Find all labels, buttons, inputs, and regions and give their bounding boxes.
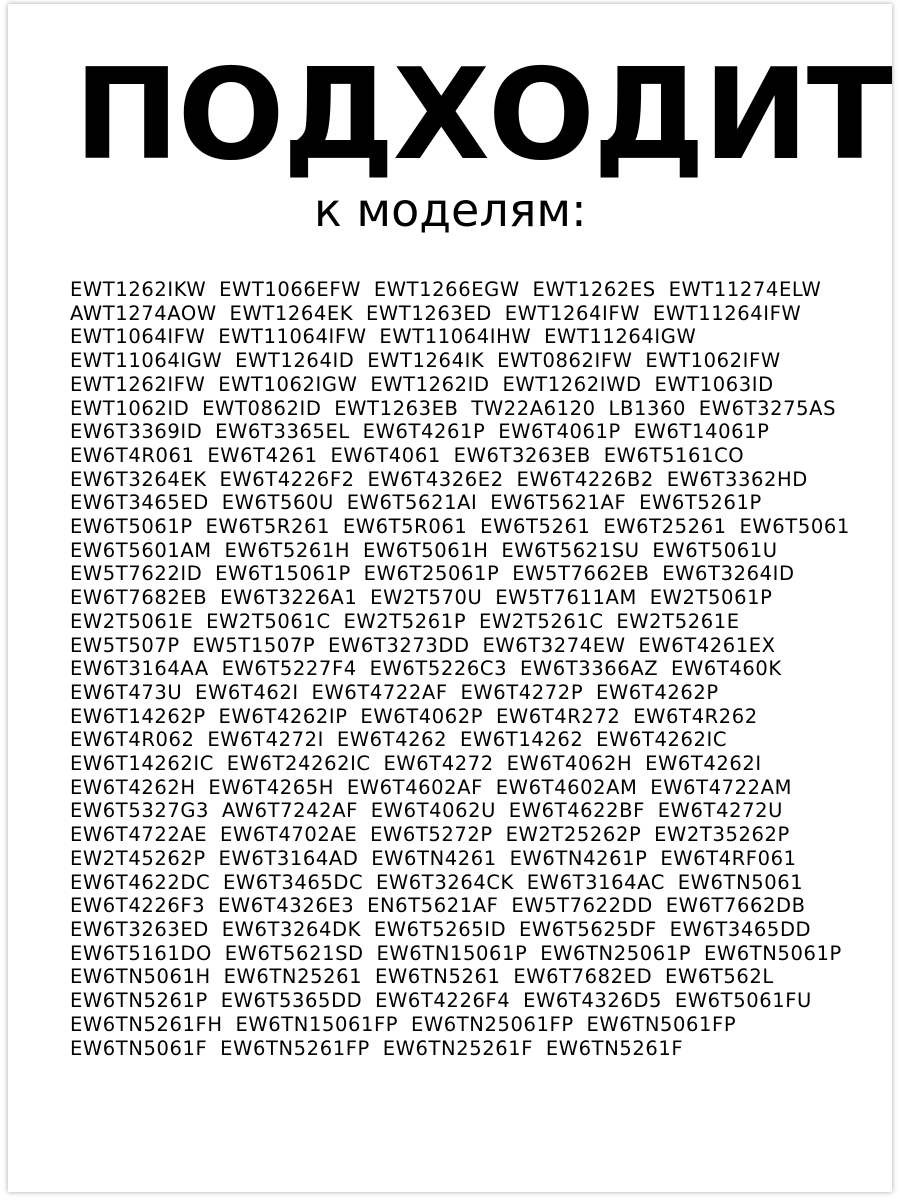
model-item: EW5T7622DD [511,894,653,918]
model-item: EW6TN5261 [374,965,501,989]
model-item: EW6T5601AM [70,538,212,562]
model-item: EW6T5327G3 [70,799,210,823]
model-item: EW6T24262IC [226,752,371,776]
model-item: EW6T4265H [208,775,335,799]
model-item: EW6T4R062 [70,728,195,752]
model-item: EW6T5R061 [342,515,468,539]
model-item: EW6T5621SU [501,538,640,562]
model-item: EW6T4602AM [495,775,638,799]
model-item: EW6TN5261P [70,989,208,1013]
model-item: EW6T4702AE [220,823,358,847]
model-item: EW6TN5061P [703,941,842,965]
model-item: EW6T4262 [336,728,448,752]
model-item: LB1360 [608,396,686,420]
model-item: EWT1262IFW [70,372,206,396]
page-title: ПОДХОДИТ [74,41,891,188]
model-item: EW6T5R261 [205,515,331,539]
model-list [70,278,860,1060]
model-item: EW6T3365EL [215,420,350,444]
model-item: EW6T3465DD [669,917,812,941]
model-item: EN6T5621AF [367,894,499,918]
model-item: EW6T5161DO [70,941,212,965]
model-item: EW2T5061E [70,609,194,633]
model-item: EW6T5621SD [224,941,364,965]
model-item: EWT11264IFW [652,301,802,325]
model-item: EWT11274ELW [668,278,822,301]
model-item: EW6T560U [221,491,334,515]
model-item: EWT1262IKW [70,278,207,301]
model-item: EW6T4226B2 [516,467,654,491]
model-item: EW2T25262P [505,823,642,847]
model-item: EWT1064IFW [70,325,206,349]
model-item: EWT1264IFW [504,301,641,325]
model-item: EW5T1507P [192,633,316,657]
model-item: EW6T14262P [70,704,206,728]
model-item: EW6T3275AS [698,396,837,420]
model-item: EW6T5226C3 [369,657,508,681]
model-item: EWT1264EK [229,301,354,325]
model-item: EW6T4061P [498,420,621,444]
model-item: EW6TN5261FH [70,1012,223,1036]
model-item: EW6T562L [665,965,774,989]
model-item: EW6T3226A1 [220,586,358,610]
model-item: EW2T570U [370,586,483,610]
model-item: EW6T5061U [652,538,778,562]
model-item: EW6T4R262 [633,704,758,728]
model-item: EW6T4622BF [508,799,645,823]
model-item: EW6T3264ID [662,562,795,586]
model-item: EW2T5261P [343,609,467,633]
model-item: EW6T14262IC [70,752,214,776]
model-item: EW6T4226F4 [375,989,511,1013]
model-item: EW6T3263ED [70,917,209,941]
model-item: EWT1262IWD [502,372,642,396]
model-item: EWT1063ID [654,372,774,396]
model-item: EW6T3273DD [328,633,470,657]
model-item: EW6T4062P [360,704,484,728]
model-item: EW6TN5061 [677,870,804,894]
model-item: EW6T3369ID [70,420,203,444]
model-item: EW5T7662EB [512,562,650,586]
model-item: EW6T5261P [639,491,762,515]
model-item: EW6T4261P [362,420,486,444]
model-item: EW6T5621AF [490,491,627,515]
model-item: EWT1263EB [334,396,459,420]
model-item: EW6T3465DC [223,870,364,894]
model-item: EW6T5265ID [373,917,507,941]
model-item: EW6TN4261P [509,846,648,870]
model-item: EW6T4061 [330,443,441,467]
model-item: EW6T3164AD [218,846,359,870]
model-item: EWT1266EGW [373,278,520,301]
model-item: EWT1262ID [370,372,490,396]
model-item: EW2T5261C [479,609,604,633]
model-item: EW6T4272 [383,752,494,776]
model-item: EW6T4602AF [346,775,483,799]
model-item: EW6T5061P [70,515,193,539]
model-item: EWT1264ID [235,349,355,373]
model-item: EW6TN5061FP [586,1012,737,1036]
model-item: EW6TN25061P [540,941,692,965]
model-item: EWT11264IGW [544,325,697,349]
model-item: EW6T4262IC [596,728,728,752]
model-item: EW6TN25061FP [410,1012,574,1036]
model-item: EWT11064IGW [70,349,223,373]
model-item: EWT0862IFW [497,349,633,373]
model-item: EWT1066EFW [219,278,362,301]
model-item: AW6T7242AF [221,799,358,823]
model-item: EW6T5061H [362,538,489,562]
model-item: EW6T7682ED [513,965,653,989]
model-item: EW6T4622DC [70,870,211,894]
model-item: EW2T5261E [616,609,740,633]
model-item: EW6T460K [671,657,782,681]
model-item: EW6TN5261FP [220,1036,370,1060]
model-item: EW6T5261 [480,515,591,539]
model-item: EW6T14262 [460,728,584,752]
model-item: EW5T7611AM [495,586,637,610]
model-item: EW6T3164AC [526,870,665,894]
model-item: EW6T14061P [633,420,770,444]
model-item: EW6TN15061FP [235,1012,399,1036]
model-item: EW6T4326D5 [523,989,663,1013]
model-item: EW6T4722AE [70,823,208,847]
model-item: EW6TN5061H [70,965,211,989]
model-item: EW6T5625DF [519,917,657,941]
model-item: EW6TN15061P [376,941,528,965]
model-item: EW6T4272I [207,728,325,752]
model-item: EWT1062ID [70,396,190,420]
model-item: EW6T5227F4 [221,657,357,681]
model-item: EW6T4062H [506,752,633,776]
model-item: EW5T7622ID [70,562,203,586]
model-item: EWT11064IFW [218,325,367,349]
model-item: EW6TN25261F [382,1036,534,1060]
model-item: EW6T4226F3 [70,894,206,918]
model-item: EW6T4R061 [70,443,195,467]
model-item: EW6TN25261 [223,965,363,989]
model-item: EW6T4262H [70,775,196,799]
model-item: EW6T4326E3 [217,894,355,918]
model-item: EW6T3274EW [482,633,626,657]
model-item: EW6T3264DK [221,917,362,941]
model-item: AWT1274AOW [70,301,217,325]
model-item: EW2T5061P [649,586,773,610]
model-item: EW6T5272P [370,823,493,847]
model-item: EW6TN4261 [371,846,497,870]
model-item: EW6T4261 [207,443,318,467]
model-item: EW6TN5061F [70,1036,208,1060]
model-item: EW5T507P [70,633,180,657]
model-item: EWT1263ED [366,301,492,325]
model-item: EW6T4722AM [650,775,793,799]
model-item: EW6T473U [70,680,183,704]
model-item: EW6T4262IP [218,704,348,728]
model-item: EW6T4272P [460,680,584,704]
model-item: EW2T45262P [70,846,206,870]
model-item: EW2T35262P [654,823,790,847]
model-item: EW6T4RF061 [660,846,797,870]
model-item: EW2T5061C [206,609,331,633]
model-item: EW6T3366AZ [519,657,659,681]
model-item: EW6T5621AI [346,491,478,515]
model-item: EW6T4722AF [311,680,448,704]
model-item: EWT0862ID [202,396,322,420]
document-page [8,4,892,1192]
model-item: EW6T4326E2 [367,467,504,491]
model-item: EW6T5161CO [603,443,745,467]
model-item: EW6T5061 [739,515,850,539]
model-item: EW6T4226F2 [219,467,355,491]
model-item: EW6T3264CK [376,870,514,894]
model-item: EW6T3263EB [453,443,591,467]
model-item: TW22A6120 [471,396,596,420]
model-item: EWT11064IHW [379,325,532,349]
model-item: EW6T4062U [370,799,496,823]
model-item: EW6T3362HD [666,467,808,491]
model-item: EWT1262ES [532,278,656,301]
model-item: EW6T5261H [224,538,351,562]
model-item: EW6T25061P [363,562,500,586]
model-item: EW6T4272U [657,799,783,823]
model-item: EW6T3264EK [70,467,207,491]
model-item: EW6T5061FU [674,989,812,1013]
model-item: EW6T7662DB [665,894,806,918]
model-item: EW6T3465ED [70,491,209,515]
model-item: EWT1062IGW [218,372,358,396]
model-item: EW6T15061P [215,562,351,586]
model-item: EW6TN5261F [545,1036,684,1060]
model-item: EW6T462I [195,680,299,704]
model-item: EWT1264IK [367,349,485,373]
model-item: EW6T5365DD [220,989,363,1013]
model-item: EW6T7682EB [70,586,208,610]
model-item: EW6T25261 [603,515,727,539]
model-item: EW6T4R272 [495,704,621,728]
page-subtitle: к моделям: [314,183,587,237]
model-item: EW6T4261EX [638,633,776,657]
model-item: EWT1062IFW [645,349,781,373]
model-item: EW6T3164AA [70,657,209,681]
model-item: EW6T4262P [596,680,719,704]
model-item: EW6T4262I [645,752,762,776]
